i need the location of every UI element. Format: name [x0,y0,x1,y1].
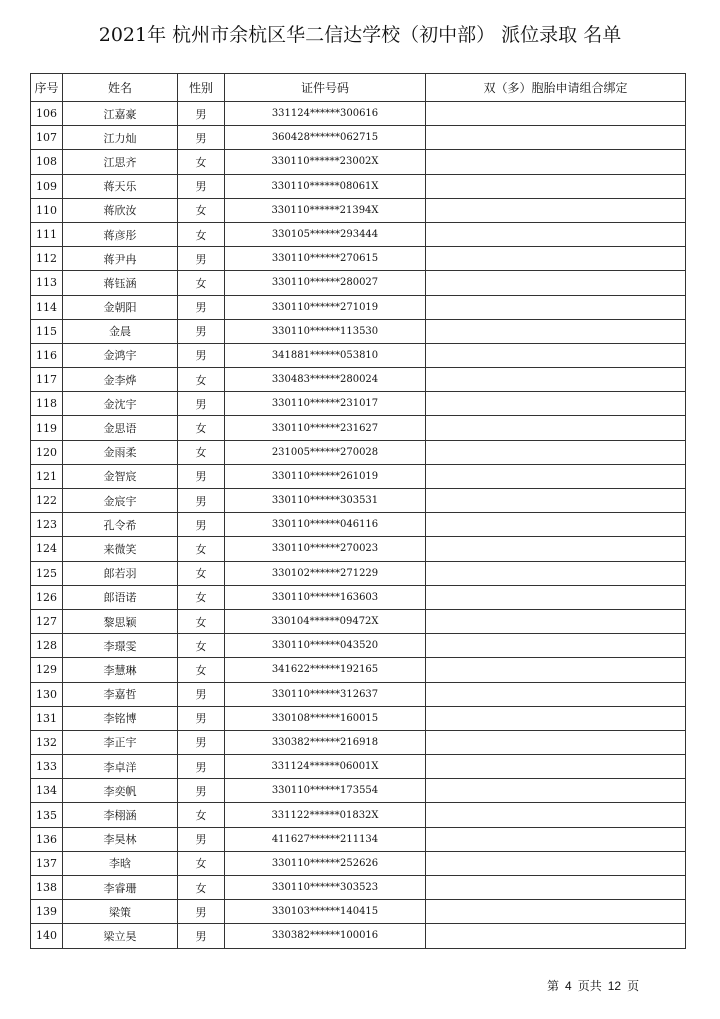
id-number: 330110******312637 [225,682,426,706]
twin-binding [426,440,686,464]
header-id: 证件号码 [225,74,426,102]
twin-binding [426,900,686,924]
gender: 女 [178,150,225,174]
row-index: 106 [31,102,63,126]
student-name: 蒋欣汝 [63,198,178,222]
gender: 男 [178,319,225,343]
table-row [31,513,686,537]
twin-binding [426,271,686,295]
student-name: 李睿珊 [63,876,178,900]
row-index: 118 [31,392,63,416]
row-index: 117 [31,368,63,392]
student-name: 梁策 [63,900,178,924]
table-row [31,730,686,754]
row-index: 120 [31,440,63,464]
footer-prefix: 第 [547,979,560,993]
twin-binding [426,489,686,513]
student-name: 金思语 [63,416,178,440]
footer-suffix: 页 [627,979,640,993]
twin-binding [426,295,686,319]
gender: 男 [178,102,225,126]
student-name: 金宸宇 [63,489,178,513]
id-number: 330382******216918 [225,730,426,754]
gender: 男 [178,900,225,924]
twin-binding [426,174,686,198]
twin-binding [426,924,686,948]
twin-binding [426,222,686,246]
student-name: 蒋天乐 [63,174,178,198]
id-number: 330110******271019 [225,295,426,319]
table-row [31,876,686,900]
twin-binding [426,706,686,730]
gender: 女 [178,561,225,585]
row-index: 108 [31,150,63,174]
twin-binding [426,102,686,126]
row-index: 134 [31,779,63,803]
row-index: 107 [31,126,63,150]
gender: 女 [178,416,225,440]
student-name: 李栩涵 [63,803,178,827]
page-title: 2021年 杭州市余杭区华二信达学校（初中部） 派位录取 名单 [98,24,622,46]
id-number: 330104******09472X [225,609,426,633]
id-number: 330110******270023 [225,537,426,561]
row-index: 135 [31,803,63,827]
row-index: 126 [31,585,63,609]
row-index: 113 [31,271,63,295]
student-name: 江力灿 [63,126,178,150]
id-number: 330110******043520 [225,634,426,658]
gender: 男 [178,706,225,730]
student-name: 孔令希 [63,513,178,537]
table-row [31,682,686,706]
twin-binding [426,585,686,609]
twin-binding [426,730,686,754]
table-row [31,102,686,126]
table-row [31,779,686,803]
table-row [31,561,686,585]
gender: 男 [178,755,225,779]
table-row [31,755,686,779]
student-name: 李奕帆 [63,779,178,803]
student-name: 黎思颖 [63,609,178,633]
gender: 男 [178,513,225,537]
id-number: 330110******270615 [225,247,426,271]
student-name: 李正宇 [63,730,178,754]
table-row [31,658,686,682]
row-index: 125 [31,561,63,585]
gender: 男 [178,682,225,706]
id-number: 331124******06001X [225,755,426,779]
footer-total: 12 [607,979,622,993]
header-index: 序号 [31,74,63,102]
gender: 男 [178,174,225,198]
student-name: 江思齐 [63,150,178,174]
student-name: 蒋尹冉 [63,247,178,271]
table-row [31,851,686,875]
gender: 男 [178,392,225,416]
table-row [31,271,686,295]
table-row [31,150,686,174]
student-name: 蒋钰涵 [63,271,178,295]
twin-binding [426,658,686,682]
id-number: 330108******160015 [225,706,426,730]
table-row [31,803,686,827]
gender: 男 [178,779,225,803]
gender: 男 [178,464,225,488]
id-number: 330110******21394X [225,198,426,222]
header-name: 姓名 [63,74,178,102]
student-name: 金雨柔 [63,440,178,464]
twin-binding [426,513,686,537]
student-name: 江嘉豪 [63,102,178,126]
id-number: 330110******08061X [225,174,426,198]
row-index: 131 [31,706,63,730]
twin-binding [426,779,686,803]
twin-binding [426,876,686,900]
student-name: 李嘉哲 [63,682,178,706]
row-index: 128 [31,634,63,658]
row-index: 138 [31,876,63,900]
table-row [31,537,686,561]
gender: 女 [178,803,225,827]
gender: 男 [178,730,225,754]
id-number: 231005******270028 [225,440,426,464]
id-number: 330483******280024 [225,368,426,392]
twin-binding [426,803,686,827]
id-number: 330382******100016 [225,924,426,948]
table-row [31,609,686,633]
table-row [31,464,686,488]
id-number: 341622******192165 [225,658,426,682]
student-name: 金朝阳 [63,295,178,319]
student-name: 金沈宇 [63,392,178,416]
row-index: 132 [31,730,63,754]
header-gender: 性别 [178,74,225,102]
id-number: 330110******173554 [225,779,426,803]
row-index: 112 [31,247,63,271]
gender: 男 [178,343,225,367]
row-index: 129 [31,658,63,682]
table-row [31,126,686,150]
id-number: 330110******252626 [225,851,426,875]
id-number: 330110******046116 [225,513,426,537]
table-row [31,295,686,319]
row-index: 123 [31,513,63,537]
gender: 女 [178,634,225,658]
table-row [31,392,686,416]
footer-page: 4 [565,979,572,993]
twin-binding [426,464,686,488]
table-header-row [31,74,686,102]
row-index: 122 [31,489,63,513]
gender: 女 [178,851,225,875]
student-name: 金智宸 [63,464,178,488]
row-index: 114 [31,295,63,319]
gender: 男 [178,489,225,513]
twin-binding [426,851,686,875]
table-row [31,319,686,343]
row-index: 136 [31,827,63,851]
gender: 女 [178,609,225,633]
id-number: 331124******300616 [225,102,426,126]
id-number: 330110******113530 [225,319,426,343]
header-twins: 双（多）胞胎申请组合绑定 [426,74,686,102]
twin-binding [426,416,686,440]
gender: 女 [178,271,225,295]
id-number: 330110******280027 [225,271,426,295]
gender: 男 [178,126,225,150]
row-index: 115 [31,319,63,343]
row-index: 116 [31,343,63,367]
row-index: 119 [31,416,63,440]
id-number: 330103******140415 [225,900,426,924]
row-index: 109 [31,174,63,198]
student-name: 金李烨 [63,368,178,392]
row-index: 137 [31,851,63,875]
id-number: 331122******01832X [225,803,426,827]
table-row [31,174,686,198]
gender: 男 [178,924,225,948]
twin-binding [426,537,686,561]
twin-binding [426,150,686,174]
gender: 女 [178,876,225,900]
twin-binding [426,319,686,343]
table-row [31,827,686,851]
id-number: 330110******231627 [225,416,426,440]
page-footer [547,977,639,994]
student-name: 李铭博 [63,706,178,730]
id-number: 330110******303523 [225,876,426,900]
table-row [31,924,686,948]
student-name: 李慧琳 [63,658,178,682]
table-row [31,343,686,367]
twin-binding [426,198,686,222]
id-number: 330110******231017 [225,392,426,416]
id-number: 330110******23002X [225,150,426,174]
table-row [31,368,686,392]
row-index: 140 [31,924,63,948]
table-row [31,198,686,222]
twin-binding [426,609,686,633]
table-row [31,440,686,464]
id-number: 330102******271229 [225,561,426,585]
student-name: 金晨 [63,319,178,343]
row-index: 133 [31,755,63,779]
gender: 女 [178,368,225,392]
gender: 男 [178,295,225,319]
row-index: 110 [31,198,63,222]
twin-binding [426,561,686,585]
gender: 女 [178,222,225,246]
twin-binding [426,247,686,271]
student-name: 李昊林 [63,827,178,851]
row-index: 127 [31,609,63,633]
table-row [31,247,686,271]
table-row [31,416,686,440]
row-index: 139 [31,900,63,924]
id-number: 330110******303531 [225,489,426,513]
twin-binding [426,634,686,658]
id-number: 341881******053810 [225,343,426,367]
gender: 女 [178,537,225,561]
twin-binding [426,126,686,150]
admission-table [30,73,686,949]
twin-binding [426,368,686,392]
gender: 男 [178,827,225,851]
gender: 女 [178,585,225,609]
gender: 女 [178,440,225,464]
id-number: 411627******211134 [225,827,426,851]
twin-binding [426,392,686,416]
id-number: 330105******293444 [225,222,426,246]
twin-binding [426,827,686,851]
student-name: 郎若羽 [63,561,178,585]
id-number: 330110******163603 [225,585,426,609]
row-index: 124 [31,537,63,561]
student-name: 李卓洋 [63,755,178,779]
id-number: 330110******261019 [225,464,426,488]
footer-middle: 页共 [577,979,602,993]
gender: 男 [178,247,225,271]
table-row [31,222,686,246]
student-name: 金鸿宇 [63,343,178,367]
id-number: 360428******062715 [225,126,426,150]
row-index: 121 [31,464,63,488]
row-index: 130 [31,682,63,706]
table-row [31,900,686,924]
table-row [31,585,686,609]
student-name: 来微笑 [63,537,178,561]
student-name: 郎语诺 [63,585,178,609]
student-name: 蒋彦彤 [63,222,178,246]
twin-binding [426,682,686,706]
twin-binding [426,343,686,367]
gender: 女 [178,198,225,222]
gender: 女 [178,658,225,682]
row-index: 111 [31,222,63,246]
table-row [31,634,686,658]
table-row [31,489,686,513]
table-row [31,706,686,730]
student-name: 李晗 [63,851,178,875]
student-name: 李璟雯 [63,634,178,658]
student-name: 梁立昊 [63,924,178,948]
twin-binding [426,755,686,779]
